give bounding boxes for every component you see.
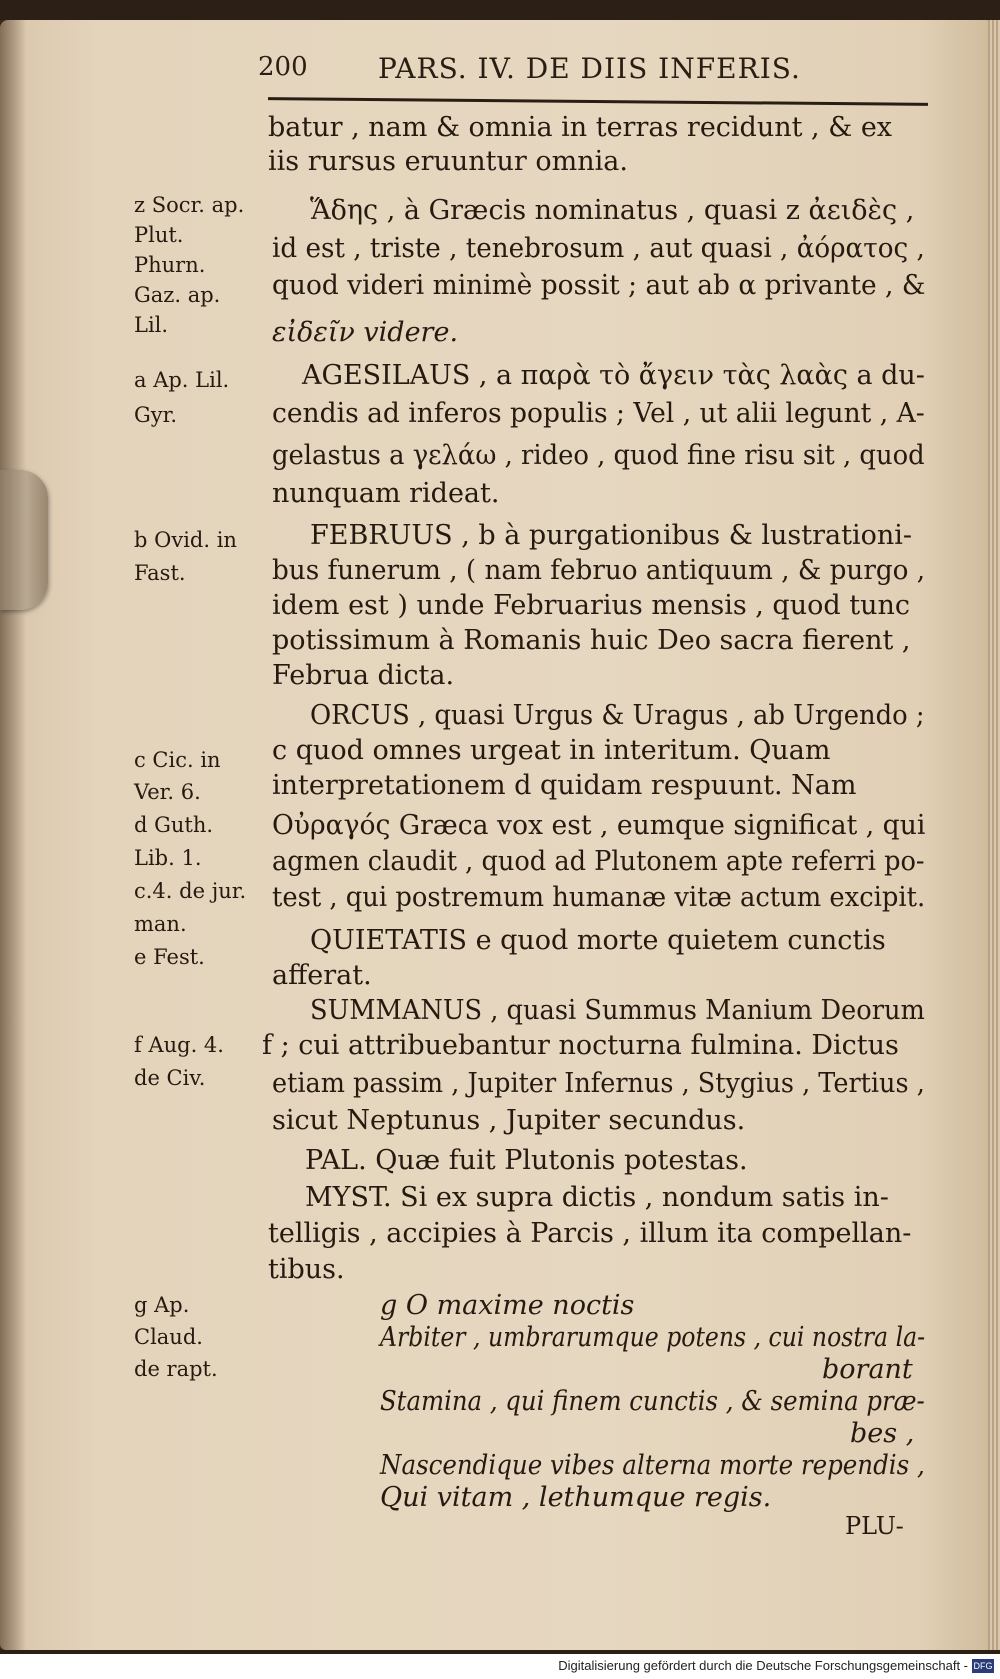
margin-note: Plut. [134,223,184,247]
page-header [258,52,838,88]
text-line: Ἅδης , à Græcis nominatus , quasi z ἀειδὲς , [310,195,915,226]
text-line: Οὐραγός Græca vox est , eumque significat , qui [272,810,926,841]
verse-line: Stamina , qui finem cunctis , & semina præ- [380,1386,925,1417]
spine-shadow [0,20,26,1650]
text-line: etiam passim , Jupiter Infernus , Stygius , Tertius , [272,1068,925,1099]
verse-line: g O maxime noctis [380,1290,635,1321]
text-line: nunquam rideat. [272,478,500,509]
margin-note: Fast. [134,561,186,585]
text-line: quod videri minimè possit ; aut ab α privante , & [272,270,926,301]
margin-note: c.4. de jur. [134,879,247,903]
text-line: idem est ) unde Februarius mensis , quod tunc [272,590,910,621]
margin-note: c Cic. in [134,748,221,772]
text-line: εἰδεῖν videre. [272,317,459,348]
dfg-logo: DFG [973,1661,993,1671]
margin-note: g Ap. [134,1293,190,1317]
verse-line: bes , [850,1418,915,1449]
text-line: sicut Neptunus , Jupiter secundus. [272,1105,746,1136]
text-line: SUMMANUS , quasi Summus Manium Deorum [310,995,925,1026]
running-title: PARS. IV. DE DIIS INFERIS. [378,52,801,85]
margin-note: a Ap. Lil. [134,368,230,392]
text-line: test , qui postremum humanæ vitæ actum excipit. [272,882,926,913]
margin-note: d Guth. [134,813,214,837]
text-line: gelastus a γελάω , rideo , quod fine risu sit , quod [272,440,925,471]
text-line: f ; cui attribuebantur nocturna fulmina. Dictus [262,1030,899,1061]
text-line: iis rursus eruuntur omnia. [268,146,628,177]
page-number: 200 [258,52,308,82]
text-line: FEBRUUS , b à purgationibus & lustrationi- [310,520,912,551]
verse-line: borant [822,1354,913,1385]
margin-note: Gyr. [134,403,178,427]
margin-note: Claud. [134,1325,203,1349]
text-line: batur , nam & omnia in terras recidunt , & ex [268,112,893,143]
margin-note: Ver. 6. [134,780,201,804]
text-line: QUIETATIS e quod morte quietem cunctis [310,925,886,956]
margin-note: man. [134,912,187,936]
verse-line: Arbiter , umbrarumque potens , cui nostra la- [380,1322,926,1353]
text-line: agmen claudit , quod ad Plutonem apte referri po- [272,846,925,877]
text-line: potissimum à Romanis huic Deo sacra fierent , [272,625,911,656]
text-line: interpretationem d quidam respuunt. Nam [272,770,857,801]
text-line: ORCUS , quasi Urgus & Uragus , ab Urgendo ; [310,700,925,731]
margin-note: Lib. 1. [134,846,202,870]
margin-note: b Ovid. in [134,528,237,552]
text-line: cendis ad inferos populis ; Vel , ut alii legunt , A- [272,398,925,429]
text-line: telligis , accipies à Parcis , illum ita compellan- [268,1218,912,1249]
text-line: AGESILAUS , a παρὰ τὸ ἄγειν τὰς λαὰς a du- [302,360,925,391]
text-line: MYST. Si ex supra dictis , nondum satis in- [305,1182,889,1213]
margin-note: Gaz. ap. [134,283,221,307]
digitization-footer [0,1654,1000,1679]
catchword: PLU- [845,1512,904,1540]
margin-note: e Fest. [134,945,205,969]
verse-line: Qui vitam , lethumque regis. [380,1482,772,1513]
margin-note: Lil. [134,313,169,337]
text-line: Februa dicta. [272,660,455,691]
book-clasp [0,470,48,610]
page-edge [988,20,1000,1650]
margin-note: f Aug. 4. [134,1033,224,1057]
margin-note: de Civ. [134,1066,206,1090]
text-line: tibus. [268,1254,345,1285]
text-line: bus funerum , ( nam februo antiquum , & purgo , [272,555,926,586]
verse-line: Nascendique vibes alterna morte rependis , [380,1450,925,1481]
text-line: c quod omnes urgeat in interitum. Quam [272,735,831,766]
text-line: PAL. Quæ fuit Plutonis potestas. [305,1145,748,1176]
text-line: id est , triste , tenebrosum , aut quasi , ἀόρατος , [272,233,925,264]
text-line: afferat. [272,960,372,991]
margin-note: z Socr. ap. [134,193,245,217]
funding-credit: Digitalisierung gefördert durch die Deutsche Forschungsgemeinschaft - [558,1658,968,1673]
margin-note: de rapt. [134,1357,218,1381]
margin-note: Phurn. [134,253,206,277]
